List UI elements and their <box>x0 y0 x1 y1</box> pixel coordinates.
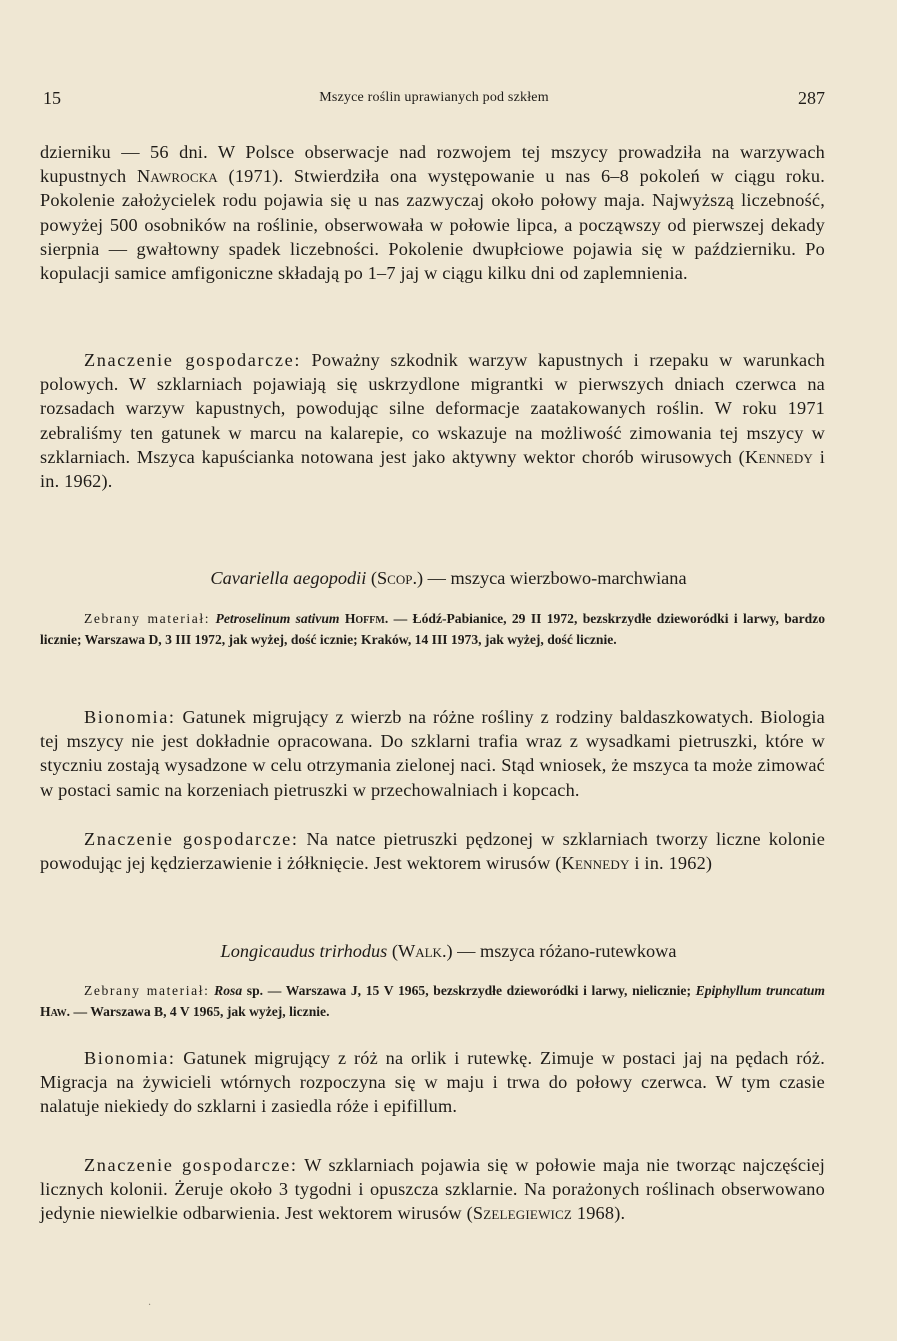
host-plant: Petroselinum sativum <box>215 611 340 626</box>
paragraph-4-text-a: Na natce pietruszki pędzonej w szklarniach tworzy liczne kolonie powodując jej kędzierzawienie i żółknięcie. Jest wektorem wirusów ( <box>40 829 826 874</box>
material-block-1 <box>40 608 825 650</box>
paragraph-1 <box>40 140 825 285</box>
citation-author: Kennedy <box>561 853 630 874</box>
running-title: Mszyce roślin uprawianych pod szkłem <box>319 90 549 105</box>
paragraph-1-text-b: (1971). Stwierdziła ona występowanie u nas 6–8 pokoleń w ciągu roku. Pokolenie założycielek rodu pojawia się u nas zazwyczaj około połowy maja. Najwyższą liczebność, powyżej 500 osobników na roślinie, obserwowała w połowie lipca, a począwszy od pierwszej dekady sierpnia — gwałtowny spadek liczebności. Pokolenie dwupłciowe pojawia się w październiku. Po kopulacji samice amfigoniczne składają po 1–7 jaj w ciągu kilku dni od zaplemnienia. <box>40 166 825 284</box>
paragraph-4 <box>40 827 825 875</box>
page-number: 287 <box>798 88 825 108</box>
host-author: Hoffm. <box>344 611 389 626</box>
citation-author: Szelegiewicz <box>472 1203 573 1224</box>
paragraph-5 <box>40 1046 825 1119</box>
paragraph-6 <box>40 1153 825 1226</box>
material-text-b: — Warszawa B, 4 V 1965, jak wyżej, licznie. <box>70 1004 330 1019</box>
species-common-name: — mszyca wierzbowo-marchwiana <box>423 568 687 588</box>
authority-open: ( <box>387 941 398 961</box>
material-text-a: sp. — Warszawa J, 15 V 1965, bezskrzydłe dzieworódki i larwy, nielicznie; <box>242 983 696 998</box>
paragraph-2-text-b: i in. 1962). <box>40 446 825 492</box>
species-authority: Scop. <box>376 568 418 588</box>
section-label: Znaczenie gospodarcze: <box>84 829 299 849</box>
scan-speck: · <box>148 1300 152 1311</box>
species-heading-1 <box>0 568 897 589</box>
citation-author: Kennedy <box>744 446 813 467</box>
page-header <box>43 88 825 110</box>
species-common-name: — mszyca różano-rutewkowa <box>452 941 677 961</box>
paragraph-2 <box>40 348 825 493</box>
paragraph-5-text: Gatunek migrujący z róż na orlik i rutewkę. Zimuje w postaci jaj na pędach róż. Migracja na żywicieli wtórnych rozpoczyna się w maju i trwa do połowy czerwca. W tym czasie nalatuje niekiedy do szklarni i zasiedla róże i epifillum. <box>40 1048 825 1117</box>
section-label: Znaczenie gospodarcze: <box>84 350 302 370</box>
paragraph-6-text-b: 1968). <box>572 1203 626 1224</box>
section-label: Bionomia: <box>84 707 176 727</box>
chapter-number: 15 <box>43 88 61 108</box>
paragraph-6-text-a: W szklarniach pojawia się w połowie maja nie tworząc najczęściej licznych kolonii. Żeruje około 3 tygodni i opuszcza szklarnie. Na porażonych roślinach obserwowano jedynie niewielkie odbarwienia. Jest wektorem wirusów ( <box>40 1155 826 1224</box>
paragraph-3-text: Gatunek migrujący z wierzb na różne rośliny z rodziny baldaszkowatych. Biologia tej mszycy nie jest dokładnie opracowana. Do szklarni trafia wraz z wysadkami pietruszki, które w styczniu zostają wysadzone w celu otrzymania zielonej naci. Stąd wniosek, że mszyca ta może zimować w postaci samic na korzeniach pietruszki w przechowalniach i kopcach. <box>40 707 825 800</box>
authority-open: ( <box>366 568 377 588</box>
material-text: — Łódź-Pabianice, 29 II 1972, bezskrzydłe dzieworódki i larwy, bardzo licznie; Warszawa D, 3 III 1972, jak wyżej, dość icznie; Kraków, 14 III 1973, jak wyżej, dość licznie. <box>40 611 825 647</box>
material-label: Zebrany materiał: <box>84 611 211 626</box>
paragraph-1-text-a: dzierniku — 56 dni. W Polsce obserwacje nad rozwojem tej mszycy prowadziła na warzywach kupustnych <box>40 142 825 187</box>
authority-close: ) <box>417 568 424 588</box>
material-label: Zebrany materiał: <box>84 983 210 998</box>
paragraph-4-text-b: i in. 1962) <box>629 853 713 874</box>
species-heading-2 <box>0 941 897 962</box>
citation-author: Nawrocka <box>136 166 218 187</box>
species-name: Cavariella aegopodii <box>210 568 367 588</box>
species-authority: Walk. <box>397 941 447 961</box>
host-author: Haw. <box>40 1004 71 1019</box>
paragraph-3 <box>40 705 825 802</box>
section-label: Bionomia: <box>84 1048 176 1068</box>
host-plant: Rosa <box>214 983 243 998</box>
section-label: Znaczenie gospodarcze: <box>84 1155 298 1175</box>
species-name: Longicaudus trirhodus <box>220 941 388 961</box>
host-plant: Epiphyllum truncatum <box>695 983 825 998</box>
authority-close: ) <box>446 941 453 961</box>
material-block-2 <box>40 980 825 1022</box>
paragraph-2-text-a: Poważny szkodnik warzyw kapustnych i rzepaku w warunkach polowych. W szklarniach pojawiają się uskrzydlone migrantki w pierwszych dniach czerwca na rozsadach warzyw kapustnych, powodując silne deformacje zaatakowanych roślin. W roku 1971 zebraliśmy ten gatunek w marcu na kalarepie, co wskazuje na możliwość zimowania tej mszycy w szklarniach. Mszyca kapuścianka notowana jest jako aktywny wektor chorób wirusowych ( <box>40 350 826 467</box>
